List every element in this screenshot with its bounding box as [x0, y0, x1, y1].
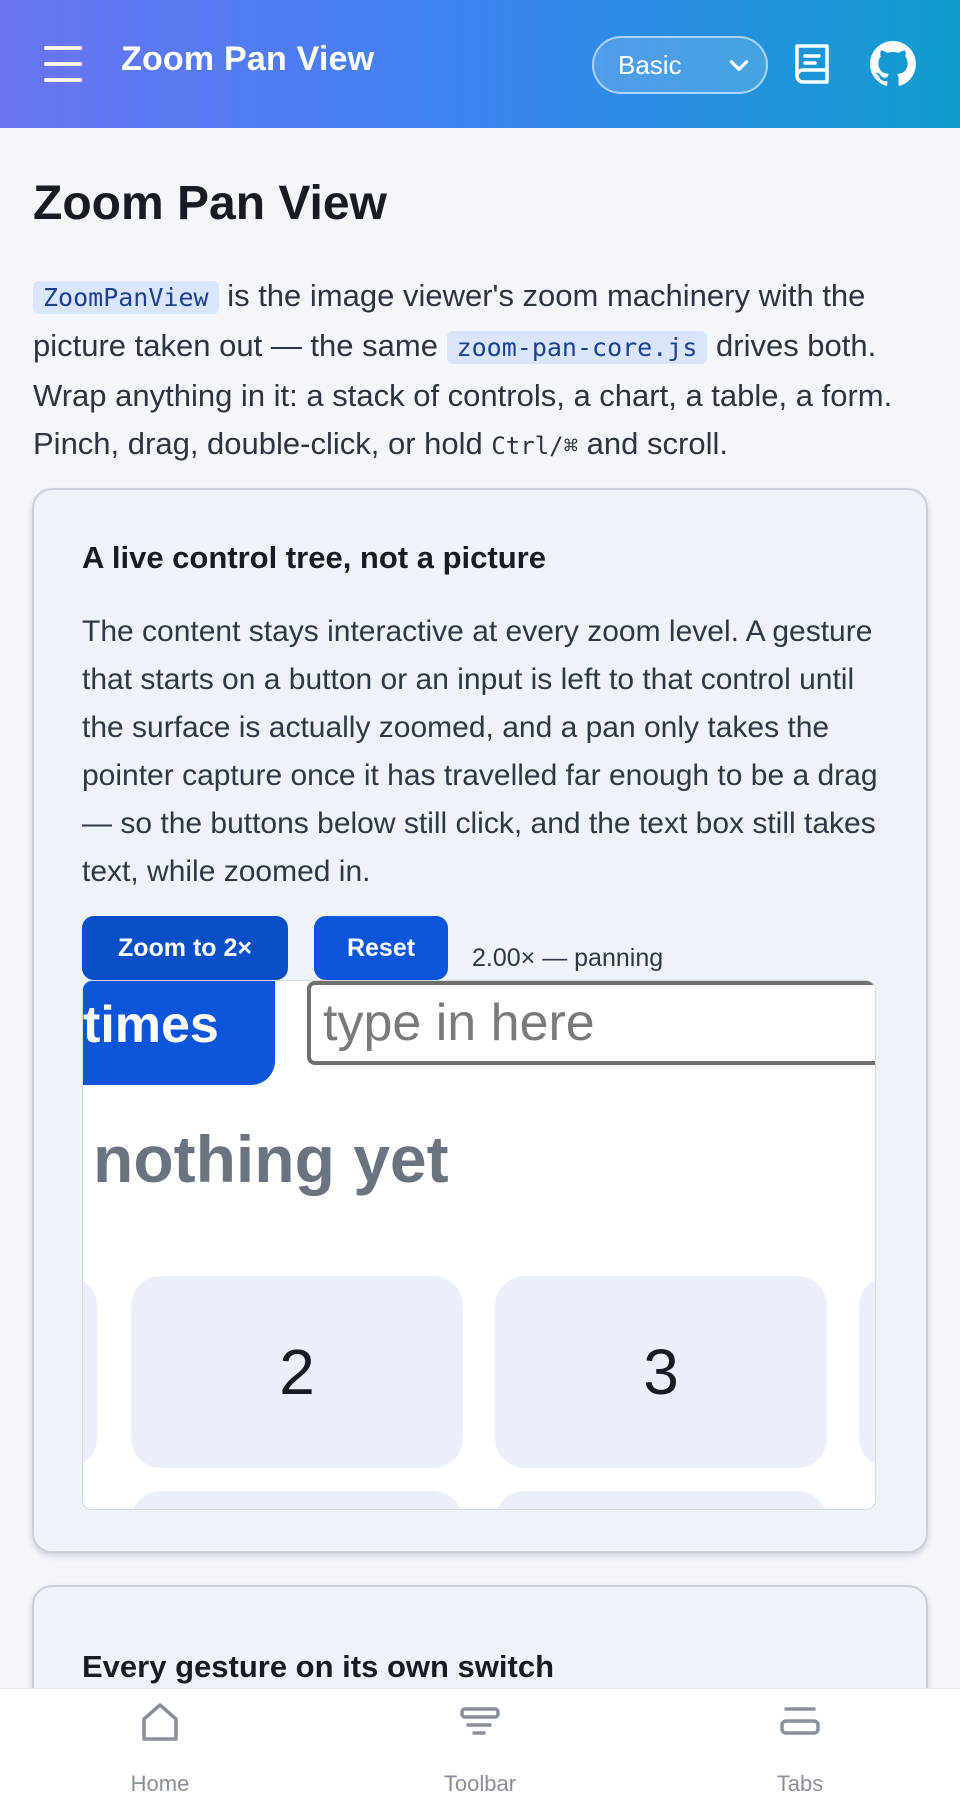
bottom-nav	[0, 1688, 960, 1800]
tile-button[interactable]: 2	[131, 1276, 463, 1468]
page-title: Zoom Pan View	[33, 177, 387, 230]
tile-button[interactable]	[131, 1491, 463, 1510]
app-title: Zoom Pan View	[121, 40, 375, 78]
card-title: A live control tree, not a picture	[82, 540, 546, 575]
chevron-down-icon	[726, 52, 752, 78]
nav-label: Home	[130, 1771, 190, 1796]
app-header	[0, 0, 960, 128]
docs-icon[interactable]	[792, 42, 832, 86]
intro-paragraph	[33, 272, 933, 470]
intro-text: and scroll.	[578, 426, 728, 461]
tile-button[interactable]	[859, 1276, 876, 1468]
nav-item-tabs[interactable]	[700, 1689, 900, 1800]
intro-text: is the image viewer's zoom machinery with the picture taken out — the same	[33, 278, 866, 363]
tile-button[interactable]: 3	[495, 1276, 827, 1468]
code-zoom-pan-core: zoom-pan-core.js	[447, 331, 708, 364]
intro-text: drives both. Wrap anything in it: a stack of controls, a chart, a table, a form. Pinch, drag, double-click, or hold	[33, 328, 893, 461]
card-description: The content stays interactive at every zoom level. A gesture that starts on a button or an input is left to that control until the surface is actually zoomed, and a pan only takes the pointer capture once it has travelled far enough to be a drag — so the buttons below still click, and the text box still takes text, while zoomed in.	[82, 615, 878, 888]
code-zoompanview: ZoomPanView	[33, 281, 219, 314]
zoom-2x-button[interactable]: Zoom to 2×	[82, 916, 288, 980]
nav-item-toolbar[interactable]	[380, 1689, 580, 1800]
menu-icon[interactable]	[44, 46, 92, 82]
input-placeholder: type in here	[323, 994, 595, 1052]
variant-select[interactable]	[592, 36, 768, 94]
tile-button[interactable]	[82, 1276, 97, 1468]
zoom-status: 2.00× — panning	[472, 944, 664, 972]
toolbar-icon	[460, 1701, 500, 1743]
nav-item-home[interactable]	[60, 1689, 260, 1800]
tile-button[interactable]	[495, 1491, 827, 1510]
home-icon	[140, 1701, 180, 1743]
nav-label: Toolbar	[443, 1771, 517, 1796]
tabs-icon	[780, 1701, 820, 1743]
nav-label: Tabs	[776, 1771, 824, 1796]
text-input[interactable]	[307, 981, 876, 1065]
zoom-pan-surface[interactable]	[82, 980, 876, 1510]
reset-button[interactable]: Reset	[314, 916, 448, 980]
times-button[interactable]: times	[82, 980, 275, 1085]
demo-card	[32, 488, 928, 1553]
github-icon[interactable]	[870, 40, 916, 86]
card-title: Every gesture on its own switch	[82, 1649, 555, 1684]
variant-select-value: Basic	[618, 49, 682, 80]
kbd-ctrl-cmd: Ctrl/⌘	[491, 432, 579, 460]
output-text: nothing yet	[93, 1122, 449, 1196]
